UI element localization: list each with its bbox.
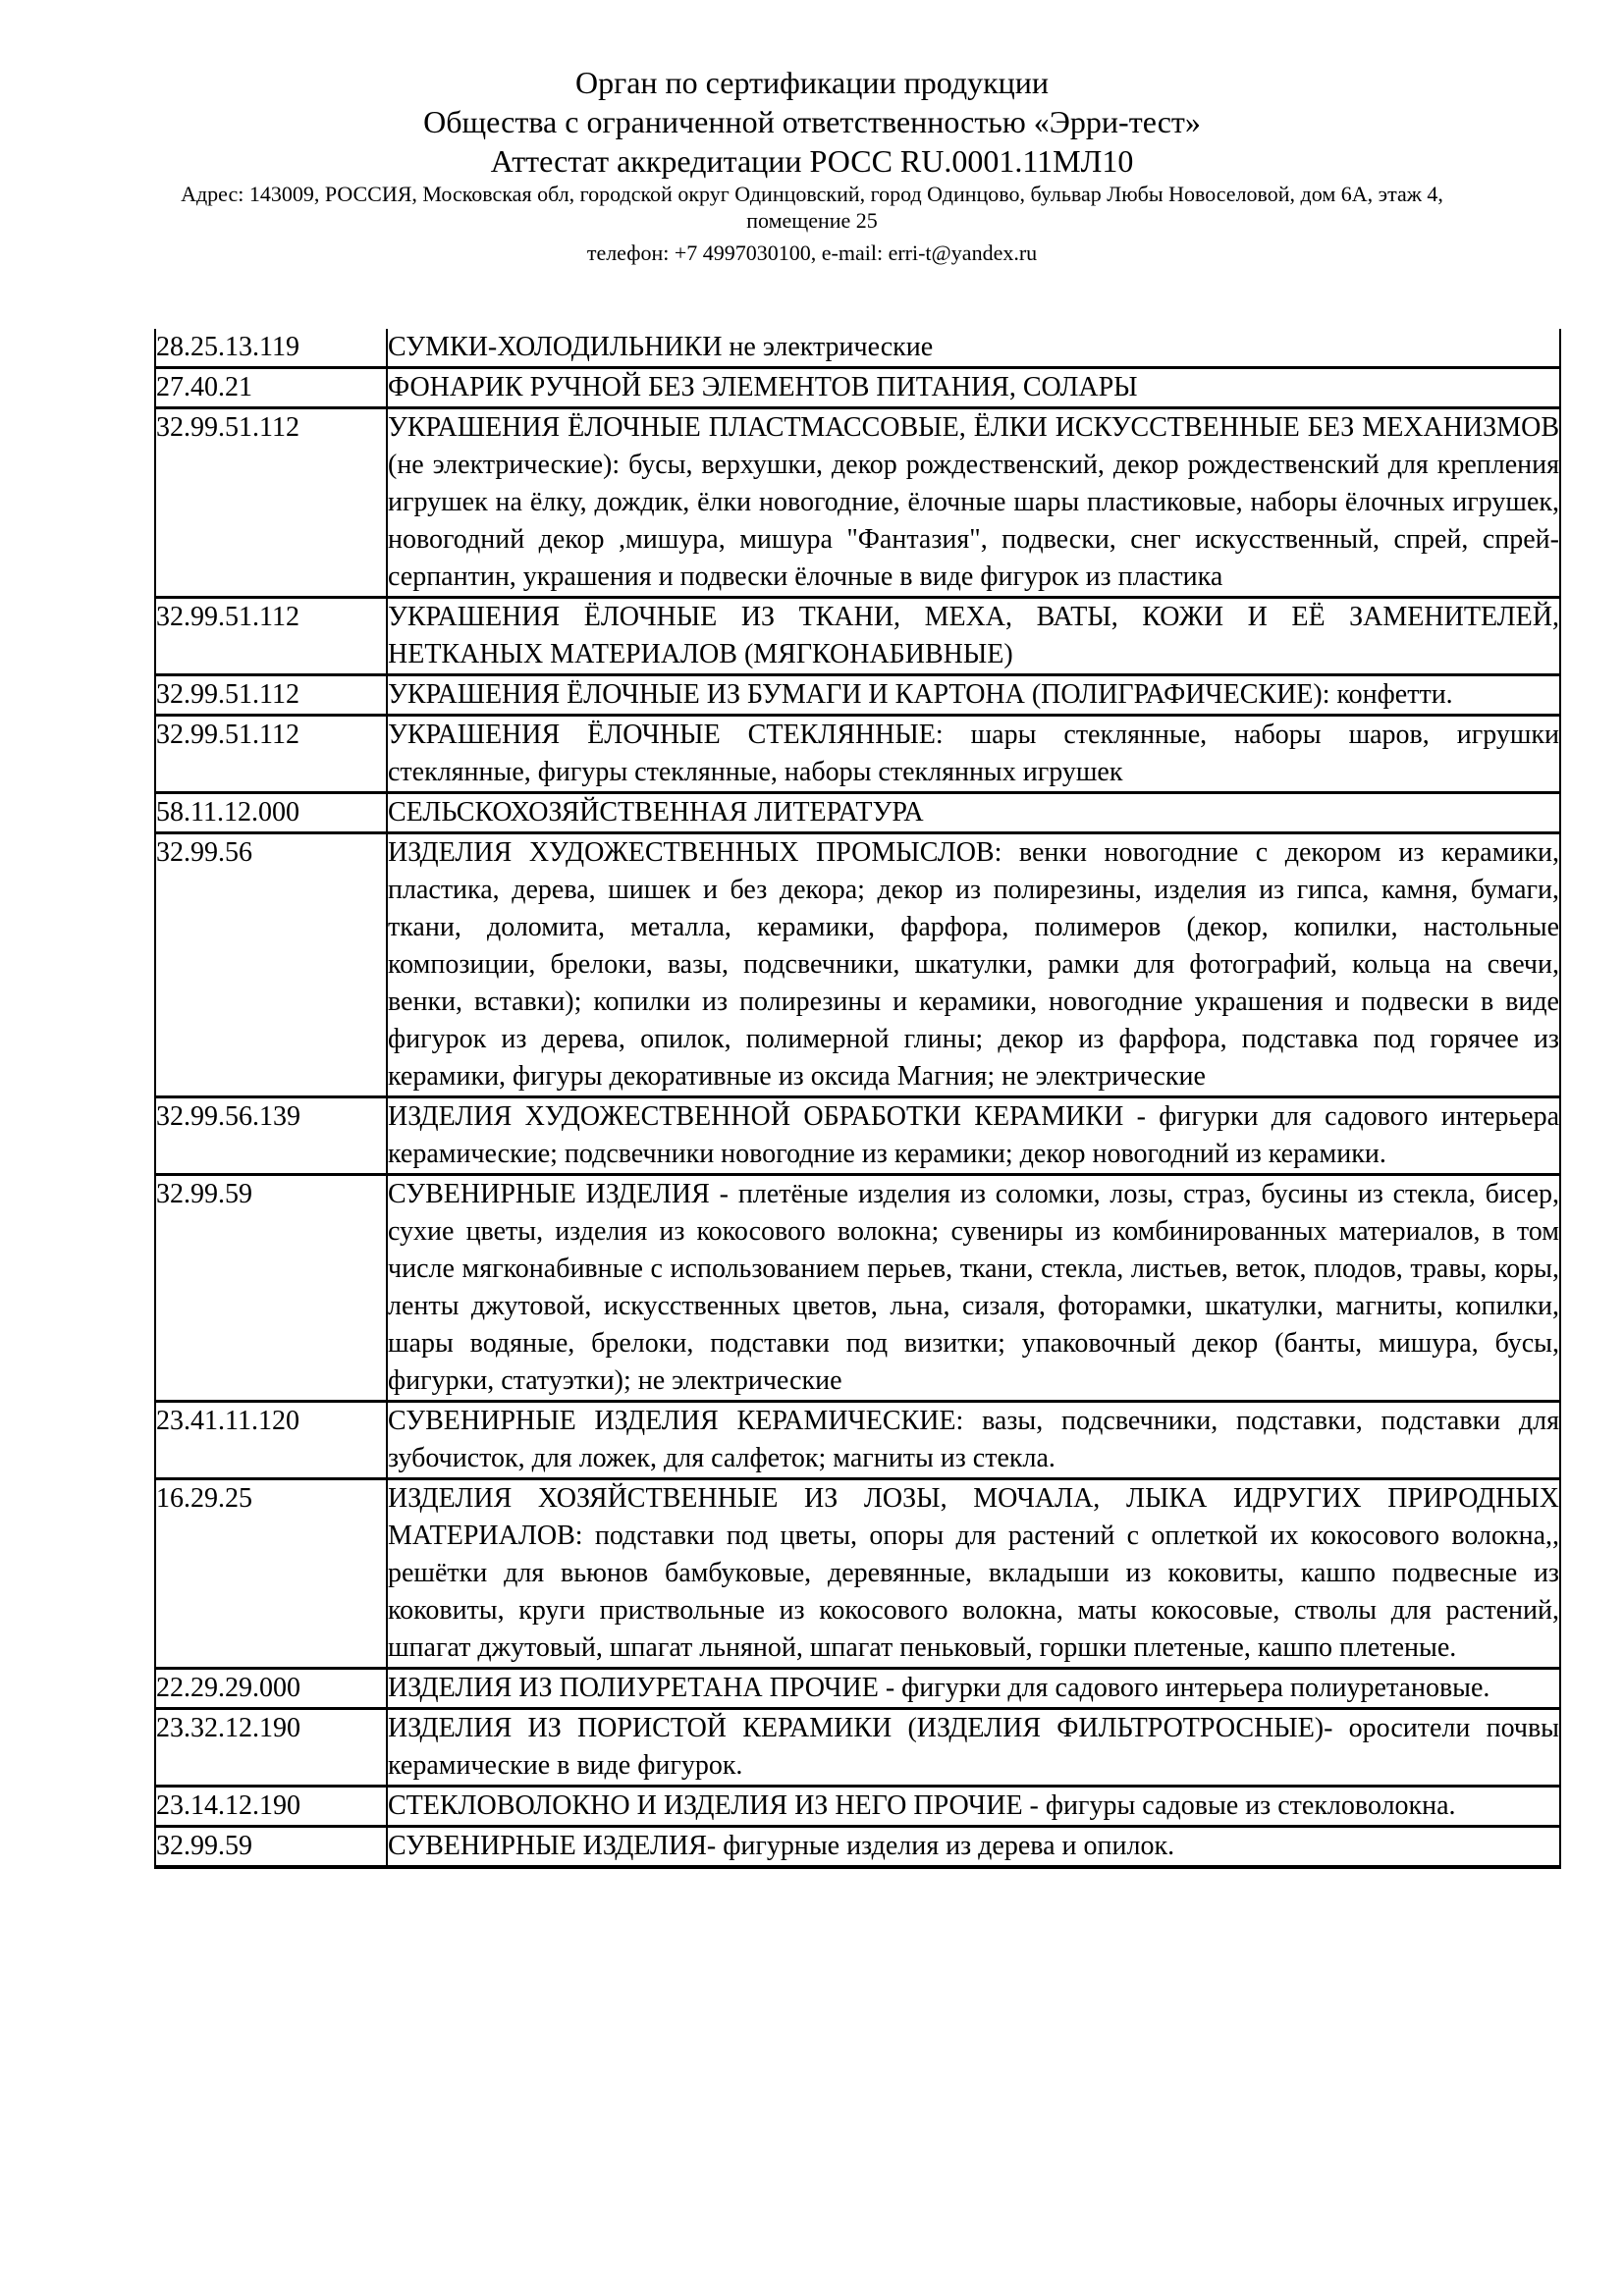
product-description-cell: УКРАШЕНИЯ ЁЛОЧНЫЕ СТЕКЛЯННЫЕ: шары стеклянные, наборы шаров, игрушки стеклянные, фигуры стеклянные, наборы стеклянных игрушек (387, 716, 1560, 793)
product-code-cell: 23.41.11.120 (155, 1402, 387, 1479)
document-header (0, 63, 1624, 266)
table-row (155, 329, 1560, 368)
product-description-cell: ФОНАРИК РУЧНОЙ БЕЗ ЭЛЕМЕНТОВ ПИТАНИЯ, СОЛАРЫ (387, 368, 1560, 408)
product-description-cell: УКРАШЕНИЯ ЁЛОЧНЫЕ ИЗ ТКАНИ, МЕХА, ВАТЫ, КОЖИ И ЕЁ ЗАМЕНИТЕЛЕЙ, НЕТКАНЫХ МАТЕРИАЛОВ (МЯГКОНАБИВНЫЕ) (387, 598, 1560, 675)
product-table-body (155, 329, 1560, 1867)
table-row (155, 833, 1560, 1097)
product-description-cell: УКРАШЕНИЯ ЁЛОЧНЫЕ ПЛАСТМАССОВЫЕ, ЁЛКИ ИСКУССТВЕННЫЕ БЕЗ МЕХАНИЗМОВ (не электрические): бусы, верхушки, декор рождественский, декор рождественский для крепления игрушек на ёлку, дождик, ёлки новогодние, ёлочные шары пластиковые, наборы ёлочных игрушек, новогодний декор ,мишура, мишура "Фантазия", подвески, снег искусственный, спрей, спрей-серпантин, украшения и подвески ёлочные в виде фигурок из пластика (387, 408, 1560, 598)
product-description-cell: ИЗДЕЛИЯ ХОЗЯЙСТВЕННЫЕ ИЗ ЛОЗЫ, МОЧАЛА, ЛЫКА ИДРУГИХ ПРИРОДНЫХ МАТЕРИАЛОВ: подставки под цветы, опоры для растений с оплеткой их кокосового волокна,, решётки для вьюнов бамбуковые, деревянные, вкладыши из коковиты, кашпо подвесные из коковиты, круги приствольные из кокосового волокна, маты кокосовые, стволы для растений, шпагат джутовый, шпагат льняной, шпагат пеньковый, горшки плетеные, кашпо плетеные. (387, 1479, 1560, 1669)
table-row (155, 1827, 1560, 1868)
accreditation-certificate: Аттестат аккредитации РОСС RU.0001.11МЛ10 (490, 143, 1134, 179)
table-row (155, 1669, 1560, 1709)
table-row (155, 408, 1560, 598)
product-description-cell: ИЗДЕЛИЯ ИЗ ПОРИСТОЙ КЕРАМИКИ (ИЗДЕЛИЯ ФИЛЬТРОТРОСНЫЕ)- оросители почвы керамические в виде фигурок. (387, 1709, 1560, 1787)
product-code-cell: 23.14.12.190 (155, 1787, 387, 1827)
product-code-cell: 28.25.13.119 (155, 329, 387, 368)
product-description-cell: СУВЕНИРНЫЕ ИЗДЕЛИЯ КЕРАМИЧЕСКИЕ: вазы, подсвечники, подставки, подставки для зубочисток, для ложек, для салфеток; магниты из стекла. (387, 1402, 1560, 1479)
product-code-cell: 22.29.29.000 (155, 1669, 387, 1709)
address-line-2: помещение 25 (746, 208, 878, 233)
table-row (155, 1787, 1560, 1827)
product-description-cell: СУВЕНИРНЫЕ ИЗДЕЛИЯ - плетёные изделия из соломки, лозы, страз, бусины из стекла, бисер, сухие цветы, изделия из кокосового волокна; сувениры из комбинированных материалов, в том числе мягконабивные с использованием перьев, ткани, стекла, листьев, веток, плодов, травы, коры, ленты джутовой, искусственных цветов, льна, сизаля, фоторамки, шкатулки, магниты, копилки, шары водяные, брелоки, подставки под визитки; упаковочный декор (банты, мишура, бусы, фигурки, статуэтки); не электрические (387, 1175, 1560, 1402)
product-code-cell: 32.99.51.112 (155, 598, 387, 675)
product-code-cell: 32.99.56 (155, 833, 387, 1097)
table-row (155, 716, 1560, 793)
product-code-cell: 32.99.59 (155, 1175, 387, 1402)
product-code-cell: 32.99.51.112 (155, 716, 387, 793)
product-code-cell: 32.99.51.112 (155, 408, 387, 598)
certification-body-title: Орган по сертификации продукции (574, 65, 1050, 100)
table-row (155, 368, 1560, 408)
product-code-cell: 58.11.12.000 (155, 793, 387, 833)
product-code-cell: 32.99.59 (155, 1827, 387, 1868)
address-line-1: Адрес: 143009, РОССИЯ, Московская обл, городской округ Одинцовский, город Одинцово, бульвар Любы Новоселовой, дом 6А, этаж 4, (181, 182, 1443, 206)
product-code-table (154, 329, 1561, 1869)
product-code-cell: 27.40.21 (155, 368, 387, 408)
product-description-cell: СЕЛЬСКОХОЗЯЙСТВЕННАЯ ЛИТЕРАТУРА (387, 793, 1560, 833)
table-row (155, 1709, 1560, 1787)
organization-name: Общества с ограниченной ответственностью «Эрри-тест» (423, 104, 1201, 139)
phone-email-line: телефон: +7 4997030100, e-mail: erri-t@yandex.ru (586, 240, 1038, 265)
product-description-cell: СТЕКЛОВОЛОКНО И ИЗДЕЛИЯ ИЗ НЕГО ПРОЧИЕ - фигуры садовые из стекловолокна. (387, 1787, 1560, 1827)
table-row (155, 1097, 1560, 1175)
product-code-cell: 32.99.56.139 (155, 1097, 387, 1175)
table-row (155, 793, 1560, 833)
product-description-cell: УКРАШЕНИЯ ЁЛОЧНЫЕ ИЗ БУМАГИ И КАРТОНА (ПОЛИГРАФИЧЕСКИЕ): конфетти. (387, 675, 1560, 716)
product-description-cell: ИЗДЕЛИЯ ИЗ ПОЛИУРЕТАНА ПРОЧИЕ - фигурки для садового интерьера полиуретановые. (387, 1669, 1560, 1709)
product-description-cell: ИЗДЕЛИЯ ХУДОЖЕСТВЕННОЙ ОБРАБОТКИ КЕРАМИКИ - фигурки для садового интерьера керамические; подсвечники новогодние из керамики; декор новогодний из керамики. (387, 1097, 1560, 1175)
table-row (155, 675, 1560, 716)
product-code-cell: 23.32.12.190 (155, 1709, 387, 1787)
table-row (155, 1402, 1560, 1479)
table-row (155, 598, 1560, 675)
table-row (155, 1175, 1560, 1402)
product-description-cell: СУМКИ-ХОЛОДИЛЬНИКИ не электрические (387, 329, 1560, 368)
table-row (155, 1479, 1560, 1669)
product-description-cell: СУВЕНИРНЫЕ ИЗДЕЛИЯ- фигурные изделия из дерева и опилок. (387, 1827, 1560, 1868)
product-code-cell: 16.29.25 (155, 1479, 387, 1669)
product-code-cell: 32.99.51.112 (155, 675, 387, 716)
product-description-cell: ИЗДЕЛИЯ ХУДОЖЕСТВЕННЫХ ПРОМЫСЛОВ: венки новогодние с декором из керамики, пластика, дерева, шишек и без декора; декор из полирезины, изделия из гипса, камня, бумаги, ткани, доломита, металла, керамики, фарфора, полимеров (декор, копилки, настольные композиции, брелоки, вазы, подсвечники, шкатулки, рамки для фотографий, кольца на свечи, венки, вставки); копилки из полирезины и керамики, новогодние украшения и подвески в виде фигурок из дерева, опилок, полимерной глины; декор из фарфора, подставка под горячее из керамики, фигуры декоративные из оксида Магния; не электрические (387, 833, 1560, 1097)
